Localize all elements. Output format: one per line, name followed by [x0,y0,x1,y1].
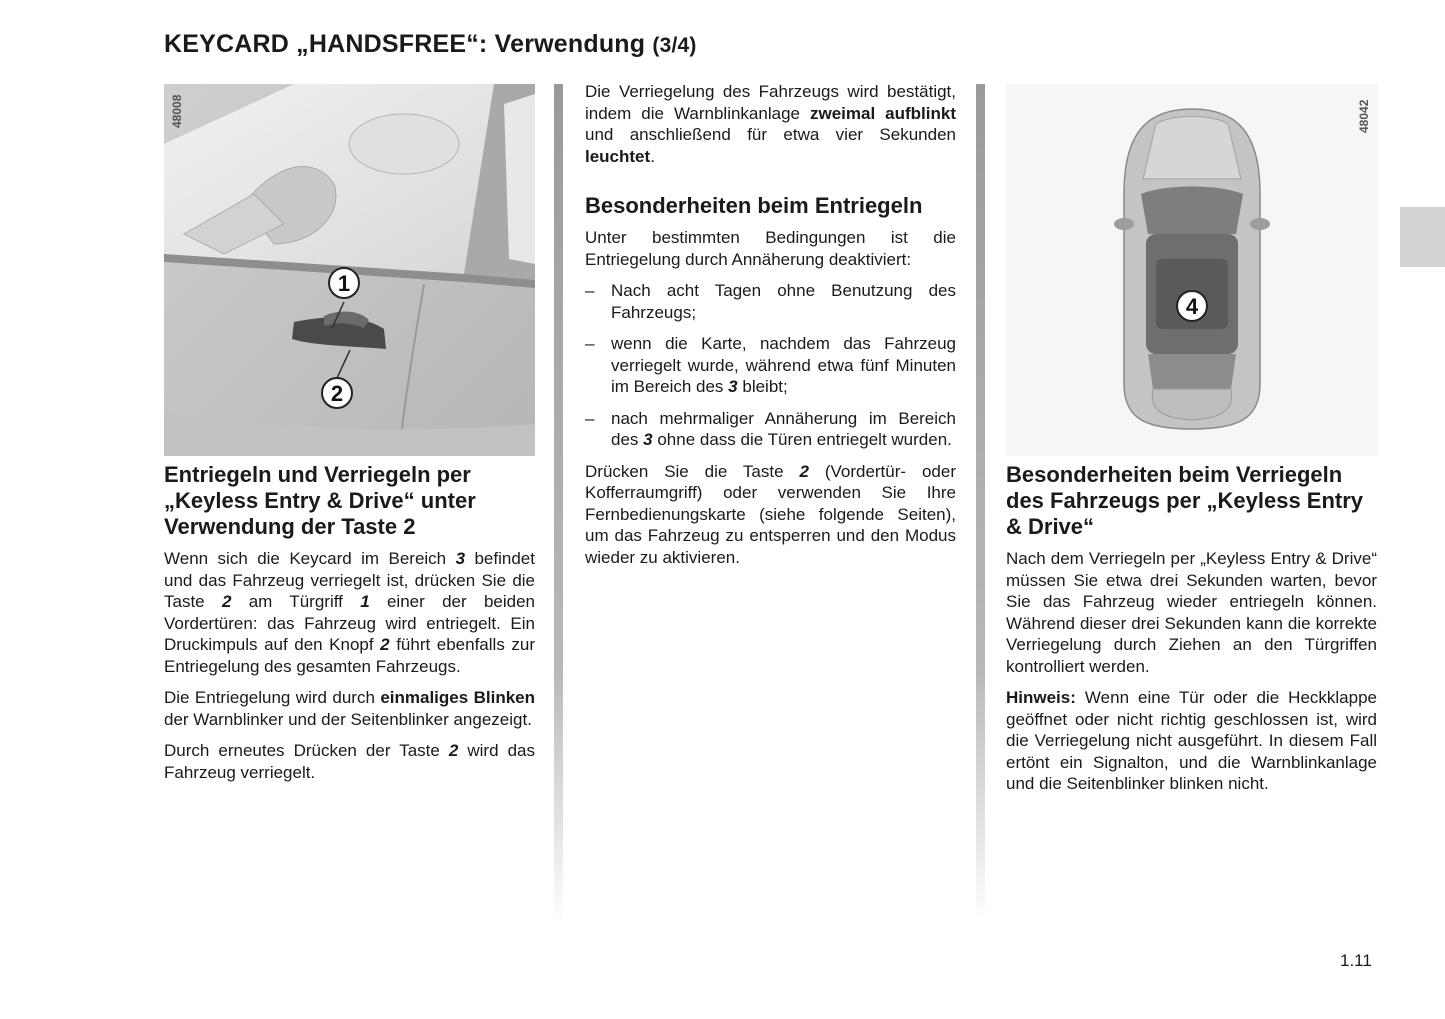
paragraph: Die Verriegelung des Fahrzeugs wird bestätigt, indem die Warnblinkanlage zweimal aufblinkt und anschließend für etwa vier Sekunden leuchtet. [585,82,957,166]
figure-car-top-view [1006,84,1378,456]
door-handle-illustration [164,84,535,456]
paragraph: Die Entriegelung wird durch einmaliges Blinken der Warnblinker und der Seitenblinker angezeigt. [164,688,535,729]
paragraph: Unter bestimmten Bedingungen ist die Entriegelung durch Annäherung deaktiviert: [585,228,956,269]
figure-door-handle [164,84,535,456]
section-heading-unlock-specifics: Besonderheiten beim Entriegeln [585,193,923,218]
paragraph: Wenn sich die Keycard im Bereich 3 befindet und das Fahrzeug verriegelt ist, drücken Sie die Taste 2 am Türgriff 1 einer der beiden Vordertüren: das Fahrzeug wird entriegelt. Ein Druckimpuls auf den Knopf 2 führt ebenfalls zur Entriegelung des gesamten Fahrzeugs. [164,549,536,676]
figure-number-left: 48008 [170,94,184,128]
paragraph: Drücken Sie die Taste 2 (Vordertür- oder Kofferraumgriff) oder verwenden Sie Ihre Fernbedienungskarte (siehe folgende Seiten), um das Fahrzeug zu entsperren und den Modus wieder zu aktivieren. [585,461,956,567]
paragraph: Nach dem Verriegeln per „Keyless Entry & Drive“ müssen Sie etwa drei Sekunden warten, bevor Sie das Fahrzeug wieder entriegeln können. Während dieser drei Sekunden kann die korrekte Verriegelung durch Ziehen an den Türgriffen kontrolliert werden. [1006,549,1377,676]
page-title [164,30,697,59]
column-separator-right [976,84,985,924]
list-item: – Nach acht Tagen ohne Benutzung des Fahrzeugs; [585,281,956,322]
paragraph: Durch erneutes Drücken der Taste 2 wird das Fahrzeug verriegelt. [164,741,535,782]
svg-text:1: 1 [337,271,351,296]
column-2 [585,81,956,578]
column-separator-left [554,84,563,924]
column-1 [164,462,535,793]
car-top-view-illustration [1006,84,1378,456]
conditions-list [585,280,956,451]
section-heading-unlock-lock: Entriegeln und Verriegeln per „Keyless Entry & Drive“ unter Verwendung der Taste 2 [164,462,476,539]
callout-1 [329,268,359,298]
svg-text:4: 4 [1185,294,1199,319]
page-title-part: (3/4) [652,34,697,57]
page-number: 1.11 [1340,951,1372,970]
section-heading-lock-specifics: Besonderheiten beim Verriegeln des Fahrzeugs per „Keyless Entry & Drive“ [1006,462,1364,539]
paragraph: Hinweis: Wenn eine Tür oder die Heckklappe geöffnet oder nicht richtig geschlossen ist, wird die Verriegelung nicht ausgeführt. In diesem Fall ertönt ein Signalton, und die Warnblinkanlage und die Seitenblinker blinken nicht. [1006,688,1377,793]
list-item: – wenn die Karte, nachdem das Fahrzeug verriegelt wurde, während etwa fünf Minuten im Bereich des 3 bleibt; [585,334,956,396]
svg-text:2: 2 [330,381,344,406]
figure-number-right: 48042 [1357,99,1371,133]
callout-2 [322,378,352,408]
page-title-main: KEYCARD „HANDSFREE“: Verwendung [164,30,646,58]
section-tab-marker [1400,207,1445,267]
callout-4 [1177,291,1207,321]
column-3 [1006,462,1377,805]
list-item: – nach mehrmaliger Annäherung im Bereich des 3 ohne dass die Türen entriegelt wurden. [585,408,956,449]
